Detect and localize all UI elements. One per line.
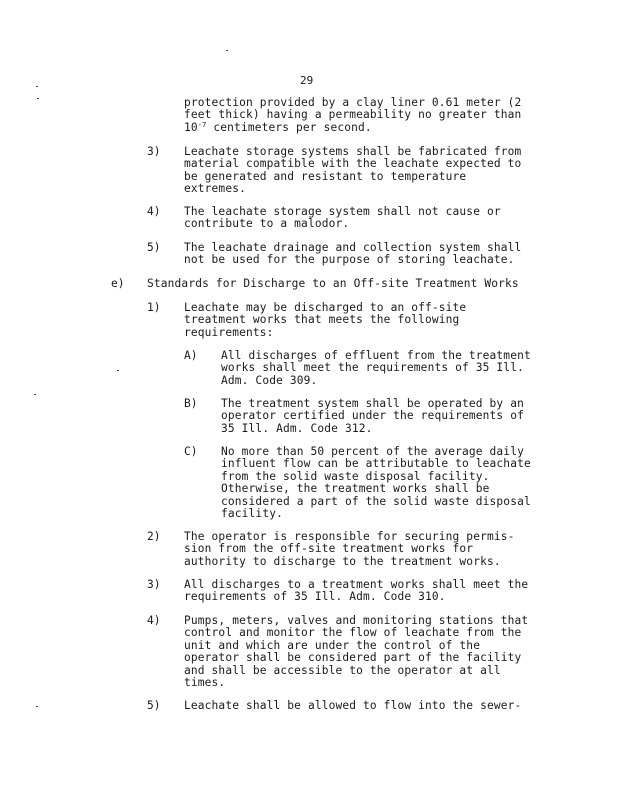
subitem-label: C) <box>184 445 198 458</box>
text-line: and shall be accessible to the operator at all <box>184 663 501 677</box>
text-line: Leachate may be discharged to an off-site <box>184 301 467 314</box>
text-line: control and monitor the flow of leachate from the <box>184 626 522 640</box>
text-line: operator shall be considered part of the facility <box>184 651 522 665</box>
section-label: e) <box>111 277 125 290</box>
item-label: 1) <box>147 301 161 314</box>
item-label: 5) <box>147 699 161 712</box>
scan-speck <box>36 706 38 707</box>
item-label: 4) <box>147 205 161 218</box>
exponent: -7 <box>197 120 207 129</box>
e-item-4-text <box>184 615 528 689</box>
scan-speck <box>34 394 36 395</box>
e-item-5-text <box>184 700 521 712</box>
text-line: unit and which are under the control of the <box>184 638 481 652</box>
text-line: Adm. Code 309. <box>221 373 318 387</box>
subitem-a-text <box>221 350 531 387</box>
text-line: treatment works that meets the following <box>184 313 460 327</box>
text-line: contribute to a malodor. <box>184 217 350 231</box>
text-line: requirements: <box>184 325 274 339</box>
text-line: Leachate shall be allowed to flow into the sewer- <box>184 699 522 712</box>
text-line: Leachate storage systems shall be fabricated from <box>184 145 522 158</box>
text-line: authority to discharge to the treatment works. <box>184 554 501 568</box>
text-line: No more than 50 percent of the average daily <box>221 445 524 458</box>
item-label: 3) <box>147 145 161 158</box>
item-label: 3) <box>147 578 161 591</box>
text-line: The operator is responsible for securing permis- <box>184 530 515 543</box>
text-line: sion from the off-site treatment works for <box>184 542 474 556</box>
item-label: 5) <box>147 241 161 254</box>
exponent-base: 10 <box>184 120 198 134</box>
item-5-text <box>184 242 521 267</box>
text-line: not be used for the purpose of storing leachate. <box>184 253 515 267</box>
e-item-2-text <box>184 531 515 568</box>
text-line: requirements of 35 Ill. Adm. Code 310. <box>184 590 446 604</box>
subitem-b-text <box>221 398 524 435</box>
text-line-rest: centimeters per second. <box>206 120 372 134</box>
text-line <box>184 122 521 134</box>
scan-speck <box>226 50 228 51</box>
text-line: operator certified under the requirements of <box>221 409 524 423</box>
text-line: be generated and resistant to temperature <box>184 169 467 183</box>
text-line: extremes. <box>184 182 246 196</box>
text-line: facility. <box>221 507 283 521</box>
item-label: 4) <box>147 614 161 627</box>
e-item-1-text <box>184 302 466 339</box>
item-3-text <box>184 146 521 196</box>
text-line: works shall meet the requirements of 35 Ill. <box>221 361 524 375</box>
text-line: Pumps, meters, valves and monitoring stations that <box>184 614 529 627</box>
scan-speck <box>117 370 119 371</box>
text-line: The leachate storage system shall not cause or <box>184 205 501 218</box>
text-line: 35 Ill. Adm. Code 312. <box>221 421 373 435</box>
text-line: times. <box>184 676 226 690</box>
text-line: protection provided by a clay liner 0.61 meter (2 <box>184 96 522 109</box>
text-line: All discharges of effluent from the treatment <box>221 349 531 362</box>
intro-paragraph <box>184 97 521 134</box>
text-line: All discharges to a treatment works shall meet the <box>184 578 529 591</box>
text-line: considered a part of the solid waste disposal <box>221 494 531 508</box>
scan-speck <box>37 98 39 99</box>
subitem-c-text <box>221 446 531 520</box>
text-line: influent flow can be attributable to leachate <box>221 457 531 471</box>
text-line: from the solid waste disposal facility. <box>221 469 490 483</box>
text-line: material compatible with the leachate expected to <box>184 157 522 171</box>
scan-speck <box>36 86 38 87</box>
subitem-label: B) <box>184 397 198 410</box>
item-label: 2) <box>147 530 161 543</box>
text-line: The treatment system shall be operated by an <box>221 397 524 410</box>
page-number: 29 <box>300 74 314 87</box>
item-4-text <box>184 206 501 231</box>
text-line: feet thick) having a permeability no greater than <box>184 108 522 122</box>
subitem-label: A) <box>184 349 198 362</box>
text-line: Standards for Discharge to an Off-site Treatment Works <box>147 277 519 290</box>
e-item-3-text <box>184 579 528 604</box>
section-heading <box>147 278 519 290</box>
text-line: The leachate drainage and collection system shall <box>184 241 522 254</box>
text-line: Otherwise, the treatment works shall be <box>221 482 490 496</box>
